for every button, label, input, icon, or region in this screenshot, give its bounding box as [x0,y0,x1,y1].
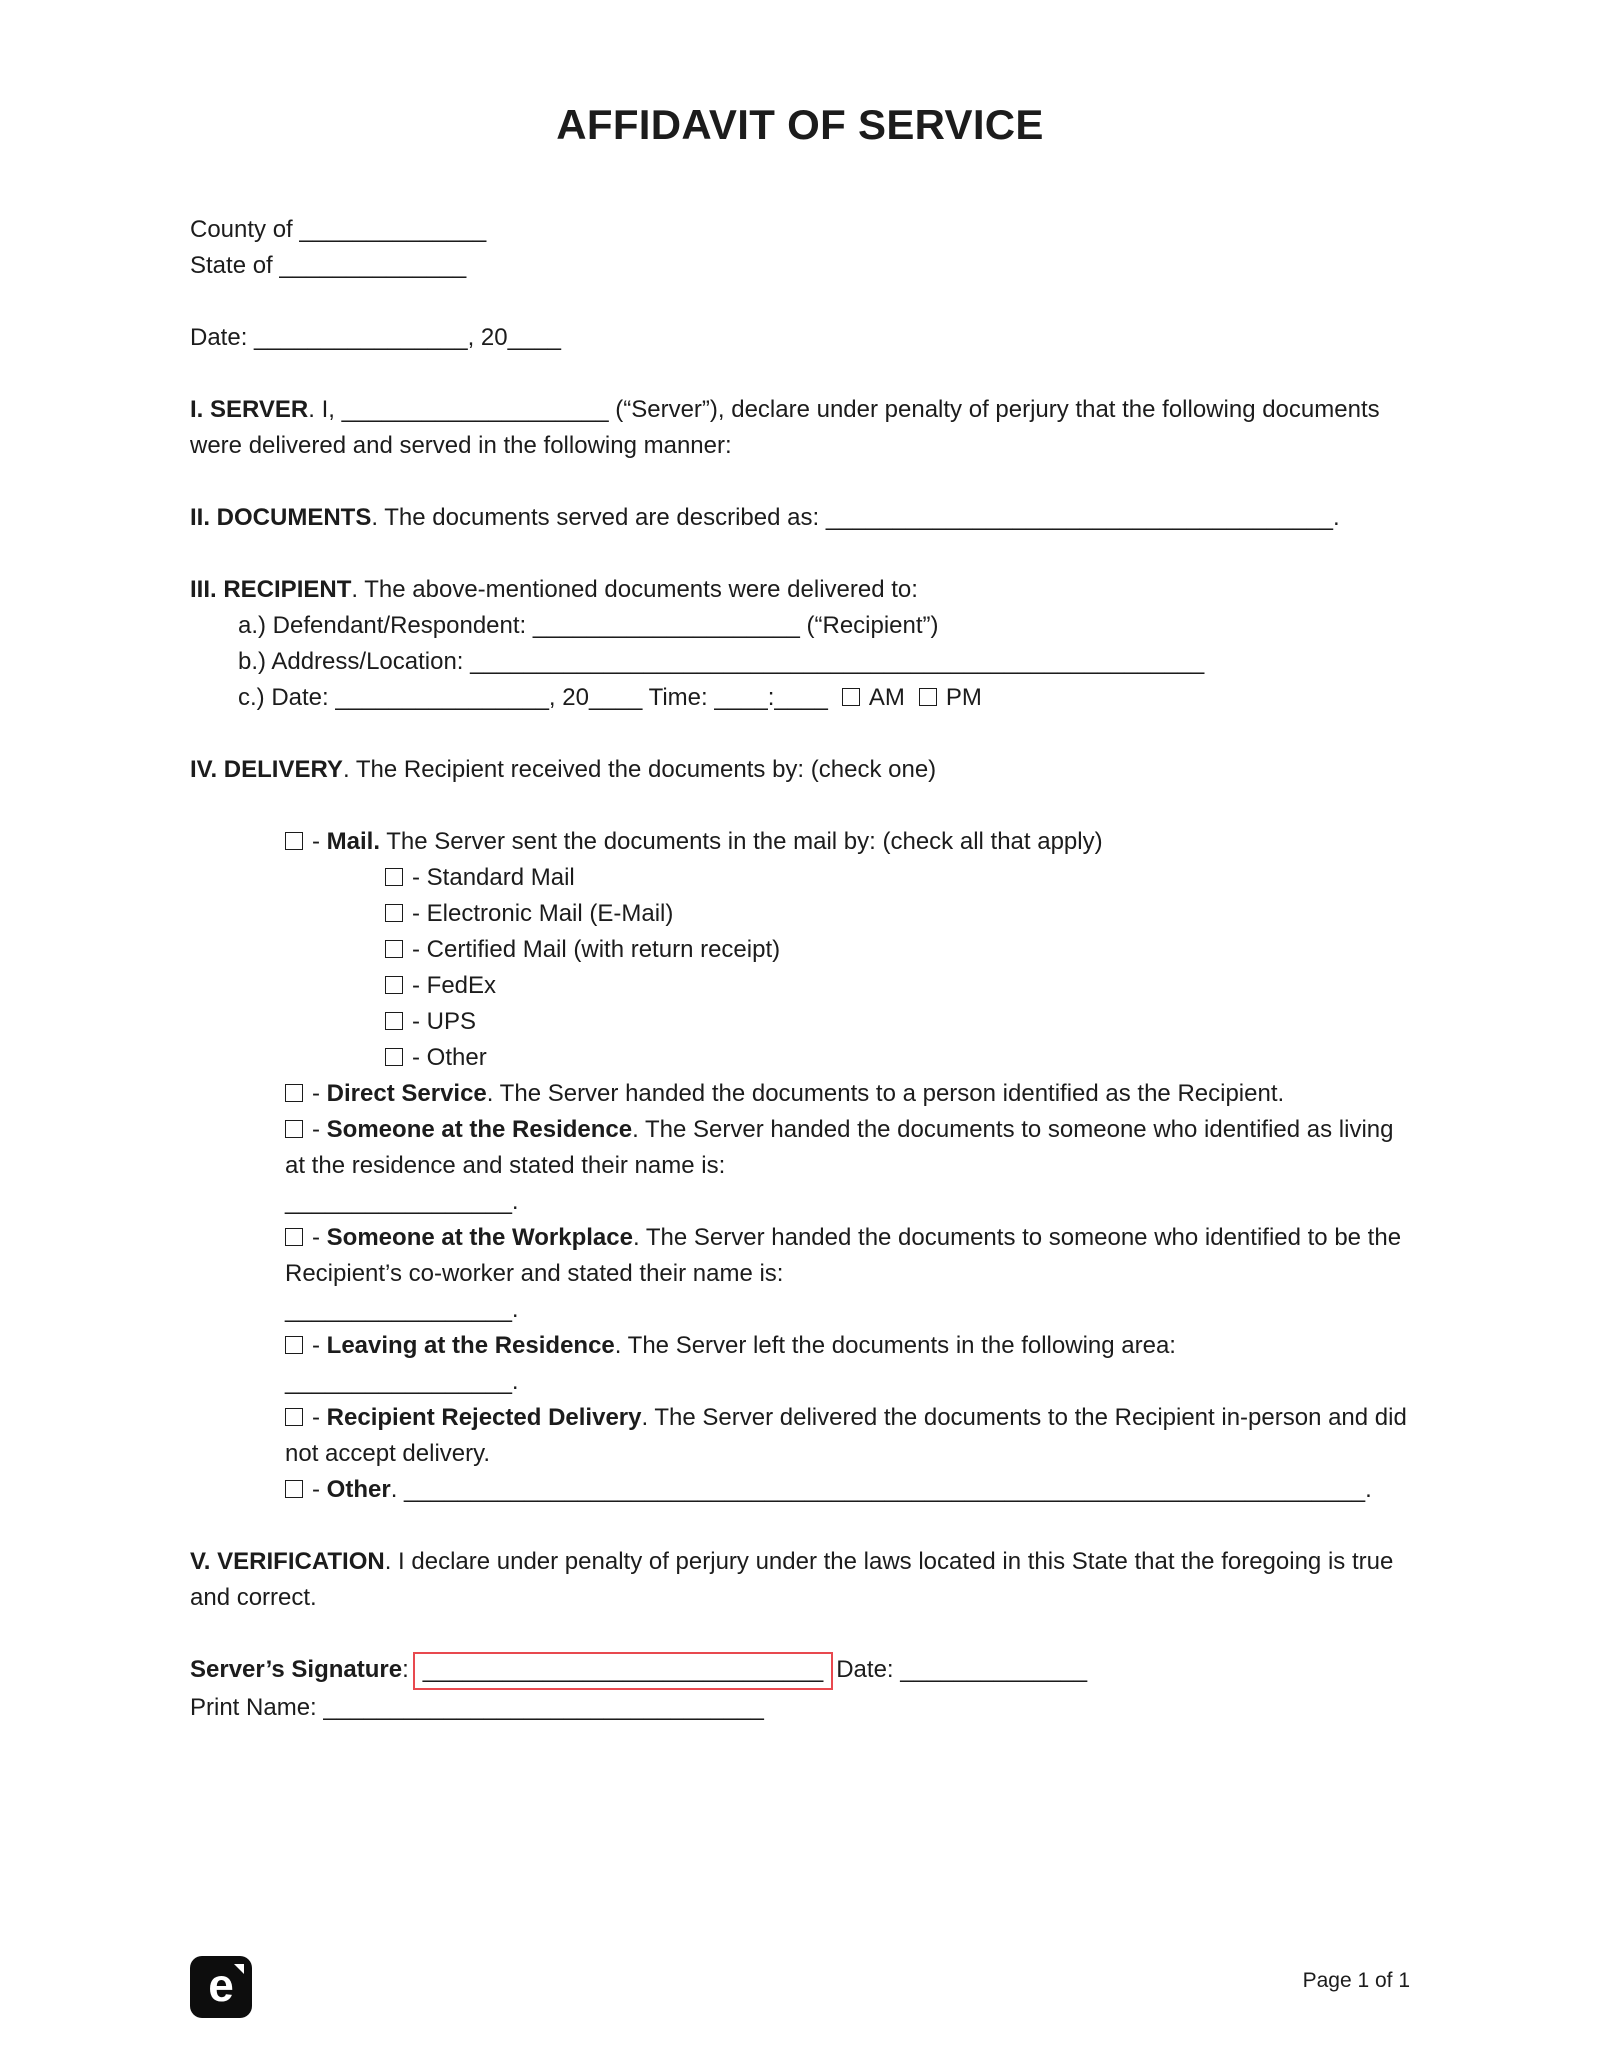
mail-suboption-checkbox[interactable] [385,1048,403,1066]
signature-date-label: Date: [836,1656,901,1684]
signature-field[interactable]: ______________________________ [413,1652,833,1690]
leaving-residence-checkbox[interactable] [285,1336,303,1354]
mail-suboption-row [385,932,1410,968]
delivery-options [285,824,1410,1508]
date-label: Date: [190,324,255,352]
signature-line [190,1652,1410,1690]
mail-suboption-checkbox[interactable] [385,1012,403,1030]
delivery-lead: . The Recipient received the documents by: (check one) [342,756,937,784]
county-label: County of [190,216,300,244]
rejected-delivery-label: Recipient Rejected Delivery [326,1404,642,1432]
someone-workplace-checkbox[interactable] [285,1228,303,1246]
delivery-option-leaving-residence [285,1328,1410,1400]
item-c-time-colon: : [767,684,775,712]
mail-suboption-row [385,896,1410,932]
mail-suboption-checkbox[interactable] [385,904,403,922]
mail-suboption-row [385,968,1410,1004]
server-heading: I. SERVER [190,396,309,424]
item-c-time-hour-blank: ____ [714,684,768,712]
direct-service-label: Direct Service [326,1080,487,1108]
mail-suboption-label: UPS [426,1008,477,1036]
page-fold-icon [234,1964,244,1974]
pm-checkbox[interactable] [919,688,937,706]
mail-suboption-label: Standard Mail [426,864,575,892]
eforms-logo-letter: e [208,1958,234,2011]
mail-suboption-checkbox[interactable] [385,868,403,886]
verification-heading: V. VERIFICATION [190,1548,385,1576]
server-lead: . I, [308,396,342,424]
delivery-option-direct-service [285,1076,1410,1112]
dash-separator: - [312,1224,327,1252]
eforms-logo[interactable] [190,1956,252,2018]
print-name-line [190,1690,1410,1726]
item-c-year-blank: ____ [588,684,643,712]
dash-separator: - [312,1332,327,1360]
mail-suboption-label: Electronic Mail (E-Mail) [426,900,674,928]
server-name-blank: ____________________ [341,396,609,424]
document-title: AFFIDAVIT OF SERVICE [556,101,1044,148]
recipient-item-a [238,608,1410,644]
item-a-suffix: (“Recipient”) [799,612,939,640]
dash-separator: - [312,1080,327,1108]
recipient-item-c [238,680,1410,716]
someone-residence-text: . The Server handed the documents to someone who identified as living at the residence and stated their name is: [285,1116,1394,1180]
someone-workplace-period: . [511,1296,519,1324]
defendant-blank: ____________________ [532,612,800,640]
dash-separator: - [312,1476,327,1504]
someone-residence-name-blank: _________________ [285,1188,512,1216]
rejected-delivery-checkbox[interactable] [285,1408,303,1426]
dash-separator: - [312,1404,327,1432]
date-year-blank: ____ [507,324,562,352]
state-line [190,248,1410,284]
print-name-label: Print Name: [190,1693,324,1721]
section-delivery-heading [190,752,1410,788]
signature-label: Server’s Signature [190,1656,403,1684]
other-delivery-period: . [1365,1476,1372,1504]
mail-suboptions [385,860,1410,1076]
direct-service-checkbox[interactable] [285,1084,303,1102]
mail-suboption-label: Other [426,1044,487,1072]
other-delivery-label: Other [326,1476,391,1504]
am-label: AM [868,684,905,712]
dash-separator: - [412,1008,427,1036]
recipient-heading-line [190,572,1410,608]
am-checkbox[interactable] [842,688,860,706]
someone-workplace-label: Someone at the Workplace [326,1224,633,1252]
documents-lead: . The documents served are described as: [371,504,826,532]
county-line [190,212,1410,248]
item-c-date-blank: ________________ [335,684,549,712]
recipient-heading: III. RECIPIENT [190,576,352,604]
state-label: State of [190,252,280,280]
item-c-date-label: c.) Date: [238,684,336,712]
mail-checkbox[interactable] [285,832,303,850]
mail-suboption-row [385,1040,1410,1076]
dash-separator: - [312,1116,327,1144]
direct-service-text: . The Server handed the documents to a person identified as the Recipient. [486,1080,1285,1108]
delivery-option-someone-residence [285,1112,1410,1220]
mail-text: The Server sent the documents in the mail by: (check all that apply) [380,828,1103,856]
leaving-residence-period: . [511,1368,519,1396]
documents-period: . [1333,504,1340,532]
pm-label: PM [945,684,982,712]
someone-workplace-name-blank: _________________ [285,1296,512,1324]
state-blank: ______________ [279,252,467,280]
page-number: Page 1 of 1 [1302,1968,1410,1992]
recipient-item-b [238,644,1410,680]
someone-residence-checkbox[interactable] [285,1120,303,1138]
date-line [190,320,1410,356]
documents-heading: II. DOCUMENTS [190,504,372,532]
dash-separator: - [412,864,427,892]
dash-separator: - [412,900,427,928]
someone-residence-period: . [511,1188,519,1216]
leaving-residence-area-blank: _________________ [285,1368,512,1396]
dash-separator: - [312,828,327,856]
recipient-lead: . The above-mentioned documents were delivered to: [351,576,918,604]
print-name-blank: _________________________________ [323,1693,764,1721]
mail-suboption-checkbox[interactable] [385,976,403,994]
server-text: (“Server”), declare under penalty of perjury that the following documents were delivered and served in the following manner: [190,396,1380,460]
mail-suboption-label: Certified Mail (with return receipt) [426,936,781,964]
section-documents [190,500,1410,536]
other-delivery-text: . [390,1476,405,1504]
item-b-label: b.) Address/Location: [238,648,471,676]
dash-separator: - [412,972,427,1000]
date-blank: ________________ [254,324,468,352]
delivery-option-mail [285,824,1410,860]
section-verification [190,1544,1410,1616]
leaving-residence-text: . The Server left the documents in the following area: [614,1332,1176,1360]
dash-separator: - [412,936,427,964]
address-blank: _______________________________________________________ [470,648,1205,676]
signature-colon: : [402,1656,409,1684]
mail-suboption-row [385,1004,1410,1040]
date-year-prefix: , 20 [467,324,508,352]
leaving-residence-label: Leaving at the Residence [326,1332,615,1360]
verification-text: . I declare under penalty of perjury under the laws located in this State that the foregoing is true and correct. [190,1548,1394,1612]
item-a-label: a.) Defendant/Respondent: [238,612,533,640]
documents-blank: ______________________________________ [825,504,1334,532]
someone-workplace-text: . The Server handed the documents to someone who identified to be the Recipient’s co-worker and stated their name is: [285,1224,1402,1288]
signature-date-blank: ______________ [900,1656,1088,1684]
delivery-heading: IV. DELIVERY [190,756,343,784]
section-server [190,392,1410,464]
mail-suboption-label: FedEx [426,972,497,1000]
county-blank: ______________ [299,216,487,244]
someone-residence-label: Someone at the Residence [326,1116,633,1144]
other-delivery-checkbox[interactable] [285,1480,303,1498]
delivery-option-other [285,1472,1410,1508]
item-c-year-prefix: , 20 [548,684,589,712]
mail-suboption-checkbox[interactable] [385,940,403,958]
item-c-time-label: Time: [642,684,715,712]
item-c-time-minute-blank: ____ [774,684,828,712]
delivery-option-rejected [285,1400,1410,1472]
dash-separator: - [412,1044,427,1072]
mail-label: Mail. [326,828,381,856]
delivery-option-someone-workplace [285,1220,1410,1328]
mail-suboption-row [385,860,1410,896]
rejected-delivery-text: . The Server delivered the documents to the Recipient in-person and did not accept delivery. [285,1404,1407,1468]
section-recipient [190,572,1410,716]
other-delivery-blank: ________________________________________________________________________ [404,1476,1366,1504]
